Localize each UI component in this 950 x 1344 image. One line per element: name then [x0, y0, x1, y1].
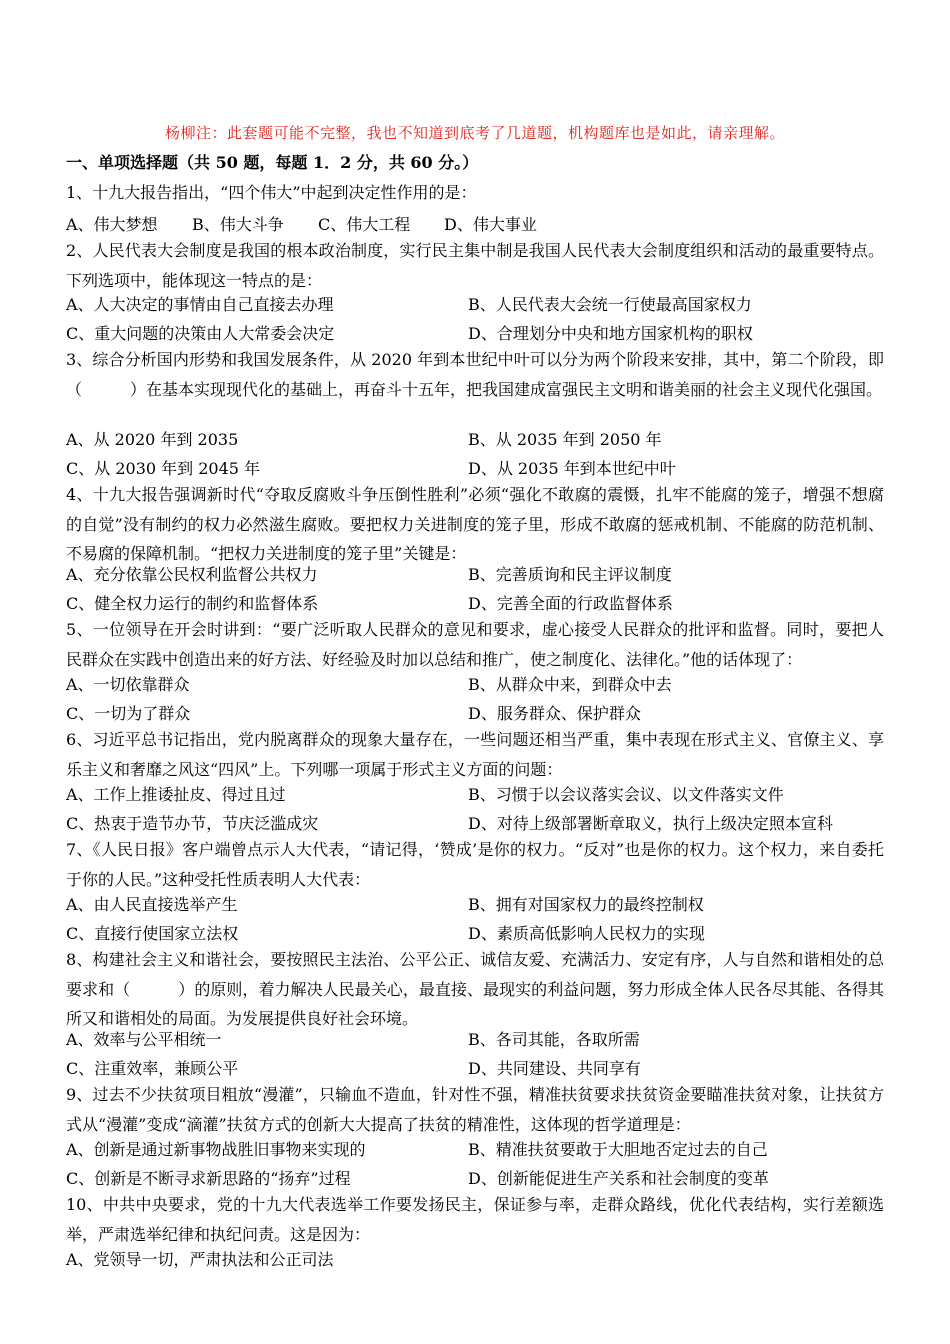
option: C、健全权力运行的制约和监督体系 [66, 594, 319, 613]
option: A、从 2020 年到 2035 [66, 430, 239, 449]
option: D、共同建设、共同享有 [468, 1059, 641, 1078]
question-stem: 9、过去不少扶贫项目粗放“漫灌”，只输血不造血，针对性不强，精准扶贫要求扶贫资金要瞄准扶贫对象，让扶贫方式从“漫灌”变成“滴灌”扶贫方式的创新大大提高了扶贫的精准性，这体现的哲学道理是： [66, 1085, 884, 1134]
question-stem: 1、十九大报告指出，“四个伟大”中起到决定性作用的是： [66, 183, 477, 202]
option: C、热衷于造节办节，节庆泛滥成灾 [66, 814, 319, 833]
option: B、伟大斗争 [192, 215, 284, 234]
option: D、伟大事业 [444, 215, 537, 234]
question-options [66, 212, 537, 235]
option: C、伟大工程 [318, 215, 411, 234]
question-stem: 5、一位领导在开会时讲到：“要广泛听取人民群众的意见和要求，虚心接受人民群众的批评和监督。同时，要把人民群众在实践中创造出来的好方法、好经验及时加以总结和推广，使之制度化、法律化。”他的话体现了： [66, 620, 884, 669]
option: A、效率与公平相统一 [66, 1030, 222, 1049]
option: C、创新是不断寻求新思路的“扬弃”过程 [66, 1169, 351, 1188]
option: B、从群众中来，到群众中去 [468, 675, 672, 694]
option: C、注重效率，兼顾公平 [66, 1059, 239, 1078]
option: B、人民代表大会统一行使最高国家权力 [468, 295, 752, 314]
option: A、一切依靠群众 [66, 675, 190, 694]
option: A、创新是通过新事物战胜旧事物来实现的 [66, 1140, 366, 1159]
option: B、拥有对国家权力的最终控制权 [468, 895, 704, 914]
option: A、由人民直接选举产生 [66, 895, 238, 914]
question-stem: 2、人民代表大会制度是我国的根本政治制度，实行民主集中制是我国人民代表大会制度组织和活动的最重要特点。下列选项中，能体现这一特点的是： [66, 241, 884, 290]
option: D、从 2035 年到本世纪中叶 [468, 459, 676, 478]
option: C、从 2030 年到 2045 年 [66, 459, 261, 478]
option: A、伟大梦想 [66, 215, 158, 234]
option: D、创新能促进生产关系和社会制度的变革 [468, 1169, 769, 1188]
option: D、对待上级部署断章取义，执行上级决定照本宣科 [468, 814, 833, 833]
option: D、服务群众、保护群众 [468, 704, 641, 723]
option: A、充分依靠公民权利监督公共权力 [66, 565, 318, 584]
option: D、素质高低影响人民权力的实现 [468, 924, 705, 943]
section-title: 一、单项选择题（共 50 题，每题 1．2 分，共 60 分。） [66, 153, 479, 172]
question-stem: 10、中共中央要求，党的十九大代表选举工作要发扬民主，保证参与率，走群众路线，优化代表结构，实行差额选举，严肃选举纪律和执纪问责。这是因为： [66, 1195, 884, 1244]
option: A、党领导一切，严肃执法和公正司法 [66, 1250, 334, 1269]
option: B、精准扶贫要敢于大胆地否定过去的自己 [468, 1140, 768, 1159]
option: C、重大问题的决策由人大常委会决定 [66, 324, 335, 343]
editor-note: 杨柳注：此套题可能不完整，我也不知道到底考了几道题，机构题库也是如此，请亲理解。 [164, 124, 785, 142]
option: B、完善质询和民主评议制度 [468, 565, 672, 584]
option: C、直接行使国家立法权 [66, 924, 239, 943]
option: B、各司其能，各取所需 [468, 1030, 640, 1049]
option: B、从 2035 年到 2050 年 [468, 430, 662, 449]
question-stem: 8、构建社会主义和谐社会，要按照民主法治、公平公正、诚信友爱、充满活力、安定有序，人与自然和谐相处的总要求和（ ）的原则，着力解决人民最关心，最直接、最现实的利益问题，努力形成全体人民各尽其能、各得其所又和谐相处的局面。为发展提供良好社会环境。 [66, 950, 884, 1028]
question-stem: 3、综合分析国内形势和我国发展条件，从 2020 年到本世纪中叶可以分为两个阶段来安排，其中，第二个阶段，即（ ）在基本实现现代化的基础上，再奋斗十五年，把我国建成富强民主文明和谐美丽的社会主义现代化强国。 [66, 350, 884, 399]
question-stem: 4、十九大报告强调新时代“夺取反腐败斗争压倒性胜利”必须“强化不敢腐的震慑，扎牢不能腐的笼子，增强不想腐的自觉”没有制约的权力必然滋生腐败。要把权力关进制度的笼子里，形成不敢腐的惩戒机制、不能腐的防范机制、不易腐的保障机制。“把权力关进制度的笼子里”关键是： [66, 485, 884, 563]
option: C、一切为了群众 [66, 704, 191, 723]
option: B、习惯于以会议落实会议、以文件落实文件 [468, 785, 784, 804]
question-stem: 7、《人民日报》客户端曾点示人大代表，“请记得，‘赞成’是你的权力。“反对”也是你的权力。这个权力，来自委托于你的人民。”这种受托性质表明人大代表： [66, 840, 884, 889]
question-stem: 6、习近平总书记指出，党内脱离群众的现象大量存在，一些问题还相当严重，集中表现在形式主义、官僚主义、享乐主义和奢靡之风这“四风”上。下列哪一项属于形式主义方面的问题： [66, 730, 884, 779]
option: A、工作上推诿扯皮、得过且过 [66, 785, 286, 804]
option: A、人大决定的事情由自己直接去办理 [66, 295, 334, 314]
option: D、完善全面的行政监督体系 [468, 594, 673, 613]
option: D、合理划分中央和地方国家机构的职权 [468, 324, 753, 343]
